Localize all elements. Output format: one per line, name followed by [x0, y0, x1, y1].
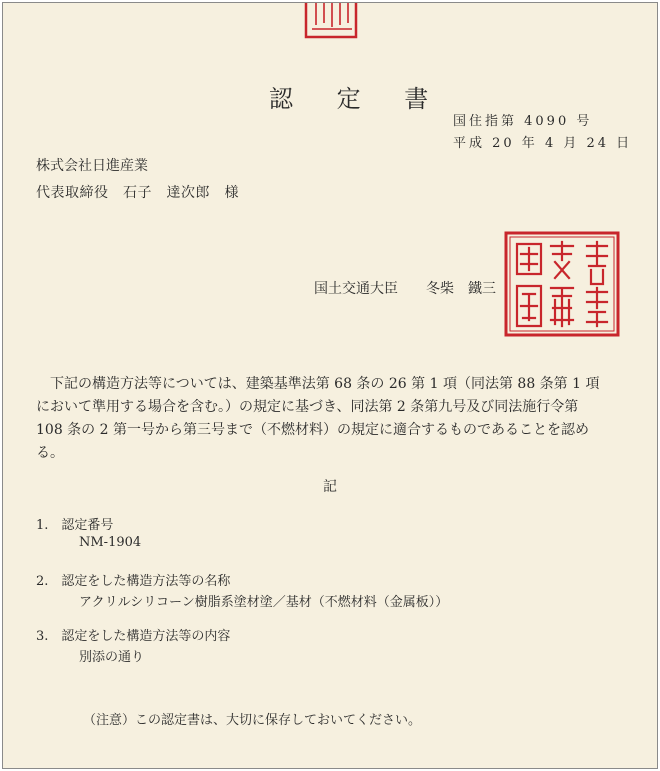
body-line: る。 [36, 445, 64, 461]
item-3-value: 別添の通り [79, 650, 145, 665]
notice-text: （注意）この認定書は、大切に保存しておいてください。 [83, 713, 422, 728]
top-seal-stamp [302, 2, 360, 43]
issuer-name: 国土交通大臣 冬柴 鐵三 [314, 281, 496, 297]
document-number: 国住指第 4090 号 [453, 114, 593, 129]
certificate-page [2, 2, 658, 769]
body-line: 108 条の 2 第一号から第三号まで（不燃材料）の規定に適合するものであることを認め [36, 422, 589, 438]
item-3-heading: 3. 認定をした構造方法等の内容 [36, 629, 231, 644]
official-seal-stamp [503, 230, 621, 338]
recipient-representative: 代表取締役 石子 達次郎 様 [36, 185, 239, 201]
body-line: において準用する場合を含む。）の規定に基づき、同法第 2 条第九号及び同法施行令第 [36, 399, 579, 415]
item-2-value: アクリルシリコーン樹脂系塗材塗／基材（不燃材料（金属板）） [79, 595, 449, 610]
item-1-value: NM-1904 [79, 535, 142, 550]
ki-heading: 記 [323, 479, 337, 495]
document-title: 認 定 書 [269, 85, 447, 113]
item-2-heading: 2. 認定をした構造方法等の名称 [36, 574, 231, 589]
body-line: 下記の構造方法等については、建築基準法第 68 条の 26 第 1 項（同法第 88 条第 1 項 [36, 376, 600, 392]
recipient-company: 株式会社日進産業 [36, 158, 148, 174]
document-date: 平成 20 年 4 月 24 日 [453, 136, 633, 151]
item-1-heading: 1. 認定番号 [36, 518, 114, 533]
certification-body [36, 373, 626, 465]
